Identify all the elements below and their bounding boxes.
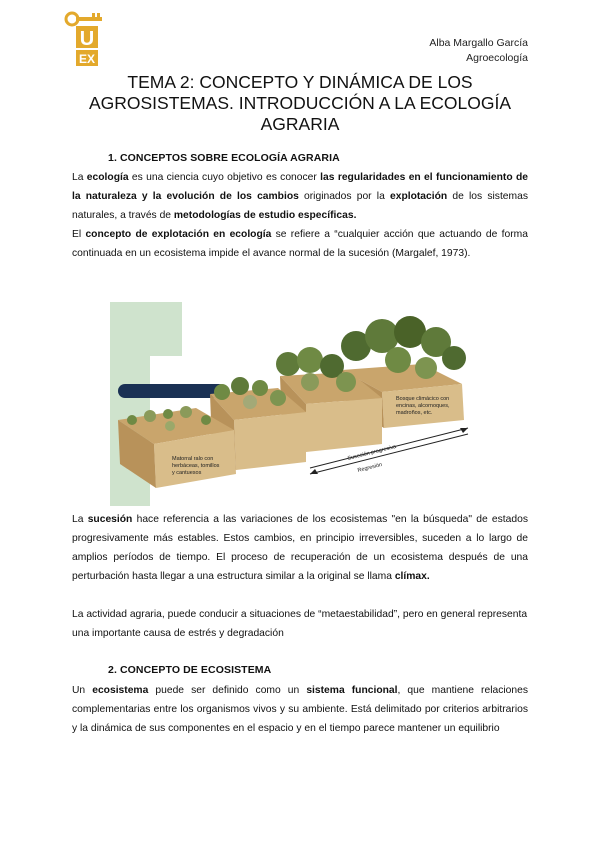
subject-name: Agroecología — [466, 52, 528, 64]
text: puede ser definido como un — [148, 685, 307, 696]
page-title: TEMA 2: CONCEPTO Y DINÁMICA DE LOS AGROSISTEMAS. INTRODUCCIÓN A LA ECOLOGÍA AGRARIA — [88, 72, 512, 134]
bold-term: ecología — [86, 172, 129, 183]
text: es una ciencia cuyo objetivo es conocer — [128, 172, 321, 183]
section-1-heading: 1. CONCEPTOS SOBRE ECOLOGÍA AGRARIA — [108, 152, 340, 164]
bold-term: ecosistema — [92, 685, 149, 696]
bold-term: explotación — [389, 191, 448, 202]
text: La — [72, 514, 88, 525]
key-icon — [66, 13, 102, 25]
svg-text:U: U — [79, 28, 95, 50]
label-left-2: herbáceas, tomillos — [172, 463, 220, 469]
label-left-1: Matorral ralo con — [172, 456, 214, 462]
arrow-label-top: Sucesión progresiva — [347, 444, 397, 462]
text: de los sistemas naturales, a través de — [72, 191, 528, 221]
paragraph-explotacion — [72, 225, 528, 263]
paragraph-sucesion — [72, 510, 528, 586]
university-logo — [62, 10, 106, 68]
text: se refiere a “cualquier acción que actuando de forma continuada en un ecosistema impide el avance normal de la sucesión (Margalef, 1973). — [72, 229, 528, 259]
label-right-3: madroños, etc. — [396, 410, 433, 416]
author-name: Alba Margallo García — [429, 37, 528, 49]
bold-term: las regularidades en el funcionamiento de la naturaleza y la evolución de los cambios — [72, 172, 528, 202]
text: La — [72, 172, 87, 183]
text: Un — [72, 685, 93, 696]
succession-illustration — [110, 302, 502, 506]
section-2-heading: 2. CONCEPTO DE ECOSISTEMA — [108, 664, 272, 676]
svg-text:EX: EX — [78, 52, 96, 66]
arrow-label-bottom: Regresión — [357, 462, 383, 474]
header-author-block — [429, 36, 528, 66]
paragraph-actividad-agraria: La actividad agraria, puede conducir a situaciones de “metaestabilidad”, pero en general representa una importante causa de estrés y degradación — [72, 609, 528, 639]
text: , que mantiene relaciones complementarias entre los organismos vivos y su ambiente. Está delimitado por criterios arbitrarios y la dinámica de sus componentes en el espacio y en el tiempo parece mantener un equilibrio — [72, 685, 528, 734]
paragraph-ecosistema — [72, 681, 528, 738]
text: hace referencia a las variaciones de los ecosistemas "en la búsqueda" de estados progresivamente más estables. Estos cambios, en principio irreversibles, suceden a lo largo de amplios períodos de tiempo. El proceso de recuperación de un ecosistema después de una perturbación hasta llegar a una estructura similar a la original se llama — [72, 514, 528, 582]
label-right-1: Bosque climácico con — [396, 396, 450, 402]
paragraph-ecologia — [72, 168, 528, 225]
bold-term: metodologías de estudio específicas. — [173, 210, 357, 221]
text: El — [72, 229, 86, 240]
label-right-2: encinas, alcornoques, — [396, 403, 450, 409]
label-left-3: y cantuesos — [172, 470, 202, 476]
bold-term: sistema funcional — [306, 685, 398, 696]
bold-term: concepto de explotación en ecología — [85, 229, 272, 240]
text: originados por la — [298, 191, 390, 202]
bold-term: clímax. — [394, 571, 430, 582]
navy-bar — [118, 384, 226, 398]
bold-term: sucesión — [87, 514, 133, 525]
